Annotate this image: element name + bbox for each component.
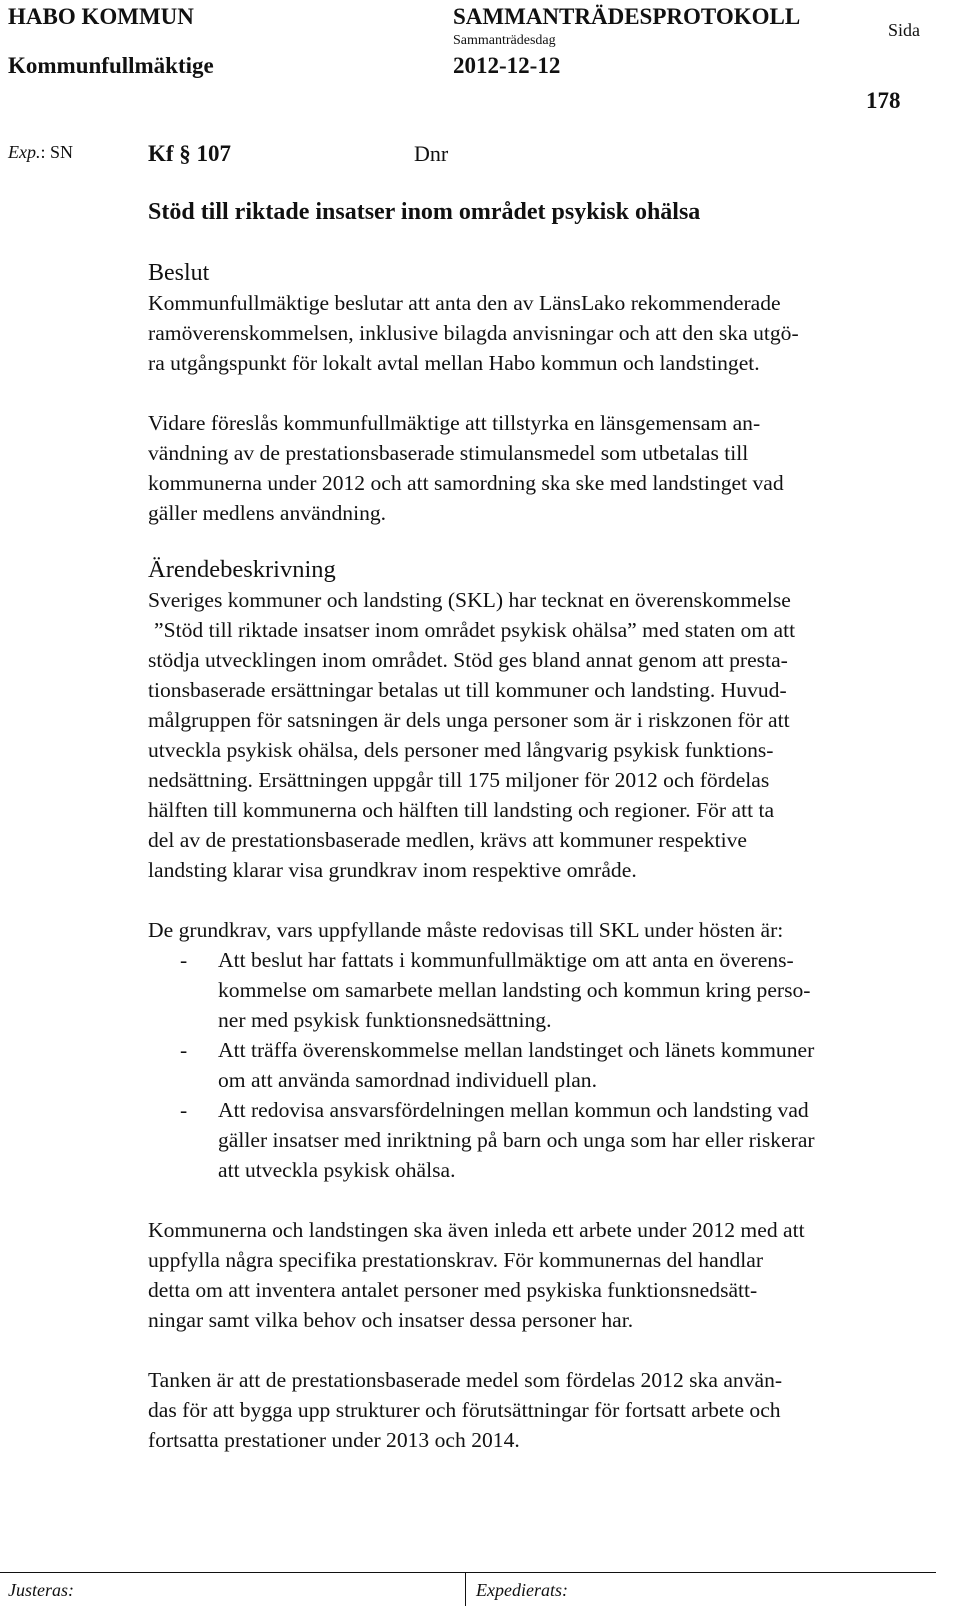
page-label: Sida <box>888 20 921 40</box>
arende-p1-line: målgruppen för satsningen är dels unga personer som är i riskzonen för att <box>148 708 790 732</box>
beslut-p1-line: ramöverenskommelsen, inklusive bilagda anvisningar och att den ska utgö- <box>148 321 799 345</box>
footer-vertical-divider <box>465 1572 466 1606</box>
list-item-line: kommelse om samarbete mellan landsting och kommun kring perso- <box>218 978 811 1002</box>
list-dash: - <box>180 1038 188 1062</box>
list-item-line: att utveckla psykisk ohälsa. <box>218 1158 456 1182</box>
list-item-line: Att redovisa ansvarsfördelningen mellan kommun och landsting vad <box>218 1098 809 1122</box>
arende-p4-line: Tanken är att de prestationsbaserade medel som fördelas 2012 ska använ- <box>148 1368 783 1392</box>
list-dash: - <box>180 948 188 972</box>
arende-p1-line: utveckla psykisk ohälsa, dels personer med långvarig psykisk funktions- <box>148 738 774 762</box>
list-item-line: ner med psykisk funktionsnedsättning. <box>218 1008 552 1032</box>
arende-section <box>148 555 928 1455</box>
beslut-p2-line: vändning av de prestationsbaserade stimulansmedel som utbetalas till <box>148 441 749 465</box>
list-item-line: gäller insatser med inriktning på barn och unga som har eller riskerar <box>218 1128 815 1152</box>
arende-p1-line: hälften till kommunerna och hälften till landsting och regioner. För att ta <box>148 798 775 822</box>
meeting-date: 2012-12-12 <box>453 53 561 78</box>
arende-p4-line: das för att bygga upp strukturer och förutsättningar för fortsatt arbete och <box>148 1398 781 1422</box>
list-item <box>148 1035 928 1095</box>
expedierats-label: Expedierats: <box>476 1580 568 1600</box>
arende-p1-line: landsting klarar visa grundkrav inom respektive område. <box>148 858 637 882</box>
list-item-line: Att beslut har fattats i kommunfullmäktige om att anta en överens- <box>218 948 794 972</box>
page-title: Stöd till riktade insatser inom området psykisk ohälsa <box>148 199 701 225</box>
arende-heading: Ärendebeskrivning <box>148 556 336 583</box>
beslut-p1-line: Kommunfullmäktige beslutar att anta den av LänsLako rekommenderade <box>148 291 781 315</box>
document-type: SAMMANTRÄDESPROTOKOLL <box>453 4 801 29</box>
arende-p1-line: del av de prestationsbaserade medlen, krävs att kommuner respektive <box>148 828 748 852</box>
arende-p3-line: detta om att inventera antalet personer med psykiska funktionsnedsätt- <box>148 1278 758 1302</box>
beslut-heading: Beslut <box>148 260 210 286</box>
arende-p1-line: ”Stöd till riktade insatser inom området psykisk ohälsa” med staten om att <box>154 618 796 642</box>
beslut-p2-line: gäller medlens användning. <box>148 501 387 525</box>
list-dash: - <box>180 1098 188 1122</box>
org-name: HABO KOMMUN <box>8 4 194 29</box>
page-number: 178 <box>866 88 901 113</box>
arende-p1-line: nedsättning. Ersättningen uppgår till 175 miljoner för 2012 och fördelas <box>148 768 770 792</box>
arende-p3-line: uppfylla några specifika prestationskrav. För kommunernas del handlar <box>148 1248 764 1272</box>
grundkrav-intro: De grundkrav, vars uppfyllande måste redovisas till SKL under hösten är: <box>148 918 784 942</box>
exp-value: : SN <box>40 142 73 162</box>
beslut-p2-line: kommunerna under 2012 och att samordning ska ske med landstinget vad <box>148 471 784 495</box>
body-name: Kommunfullmäktige <box>8 53 214 78</box>
list-item <box>148 1095 928 1185</box>
dnr-label: Dnr <box>414 141 449 166</box>
beslut-p1-line: ra utgångspunkt för lokalt avtal mellan Habo kommun och landstinget. <box>148 351 760 375</box>
case-number: Kf § 107 <box>148 141 232 166</box>
justeras-label: Justeras: <box>8 1580 74 1600</box>
list-item <box>148 945 928 1035</box>
arende-p1-line: tionsbaserade ersättningar betalas ut till kommuner och landsting. Huvud- <box>148 678 787 702</box>
beslut-p2-line: Vidare föreslås kommunfullmäktige att tillstyrka en länsgemensam an- <box>148 411 761 435</box>
list-item-line: Att träffa överenskommelse mellan landstinget och länets kommuner <box>218 1038 815 1062</box>
exp-label: Exp. <box>8 142 41 162</box>
beslut-section <box>148 258 928 528</box>
arende-p1-line: stödja utvecklingen inom området. Stöd ges bland annat genom att presta- <box>148 648 788 672</box>
exp-line <box>8 141 73 163</box>
arende-p3-line: Kommunerna och landstingen ska även inleda ett arbete under 2012 med att <box>148 1218 805 1242</box>
date-label: Sammanträdesdag <box>453 33 556 48</box>
arende-p4-line: fortsatta prestationer under 2013 och 2014. <box>148 1428 520 1452</box>
arende-p1-line: Sveriges kommuner och landsting (SKL) har tecknat en överenskommelse <box>148 588 791 612</box>
footer-divider <box>0 1572 936 1573</box>
list-item-line: om att använda samordnad individuell plan. <box>218 1068 597 1092</box>
arende-p3-line: ningar samt vilka behov och insatser dessa personer har. <box>148 1308 634 1332</box>
